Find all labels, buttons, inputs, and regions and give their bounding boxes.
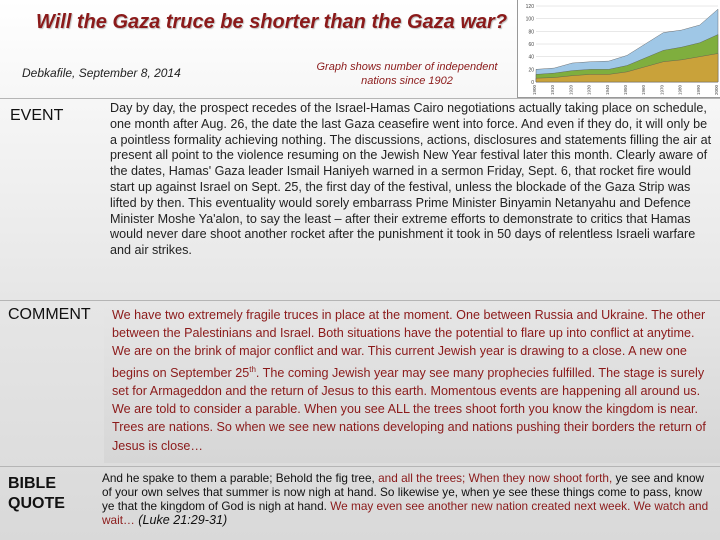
chart-x-tick-label: 1920 (568, 85, 574, 96)
comment-divider (0, 466, 720, 467)
event-divider (0, 300, 720, 301)
event-text: Day by day, the prospect recedes of the Israel-Hamas Cairo negotiations actually taking place on schedule, one month after Aug. 26, the date the last Gaza ceasefire went into force. And even if they do, it will only be a pointless formality achieving nothing. The discussions, actions, disclosures and statements filling the air at present all point to the violence resuming on the Jewish New Year festival later this month. Clearly aware of the dates, Hamas' Gaza leader Ismail Haniyeh warned in a sermon Friday, Sept. 6, that rocket fire would start up against Israel on Sept. 25, the first day of the festival, unless the blockade of the Gaza Strip was lifted by then. This eventuality would sorely embarrass Prime Minister Binyamin Netanyahu and Defence Minister Moshe Ya'alon, to say the least – after their extreme efforts to demonstrate to critics that Hamas would never dare shoot another rocket after the punishment it took in 50 days of relentless Israeli warfare and air strikes. (110, 101, 712, 258)
chart-caption: Graph shows number of independent nations since 1902 (316, 61, 498, 87)
nations-chart (517, 0, 720, 98)
bible-label (8, 474, 65, 514)
chart-x-tick-label: 1960 (641, 85, 647, 96)
byline: Debkafile, September 8, 2014 (22, 66, 181, 80)
bible-part4: We may even see another new nation created next week. We watch and wait… (102, 499, 709, 527)
chart-y-tick-label: 20 (528, 67, 534, 74)
chart-x-tick-label: 1930 (586, 85, 592, 96)
nations-chart-svg (518, 0, 720, 97)
bible-label-line1: BIBLE (8, 475, 56, 492)
chart-x-tick-label: 1950 (623, 85, 628, 96)
chart-y-tick-label: 80 (528, 29, 534, 36)
comment-text-a: We have two extremely fragile truces in place at the moment. One between Russia and Ukraine. The other between the Palestinians and Israel. Both situations have the potential to flare up into conflict at anytime. We are on the brink of major conflict and war. This current Jewish year is drawing to a close. A new one begins on September 25 (112, 308, 706, 380)
chart-x-tick-label: 1900 (532, 85, 537, 96)
event-label: EVENT (10, 107, 64, 124)
chart-y-tick-label: 40 (528, 54, 534, 61)
comment-superscript: th (249, 364, 256, 374)
bible-quote (102, 471, 714, 527)
chart-x-tick-label: 1940 (604, 85, 610, 96)
header-divider (0, 98, 720, 99)
chart-x-tick-label: 1910 (550, 85, 556, 96)
chart-x-tick-label: 1980 (677, 85, 683, 96)
chart-y-tick-label: 100 (525, 16, 534, 23)
bible-reference: (Luke 21:29-31) (134, 513, 228, 527)
chart-y-tick-label: 120 (525, 4, 534, 10)
comment-text (112, 306, 708, 455)
slide-title: Will the Gaza truce be shorter than the Gaza war? (36, 11, 508, 33)
chart-x-tick-label: 1970 (659, 85, 665, 96)
bible-part1: And he spake to them a parable; Behold the fig tree, (102, 471, 379, 485)
bible-label-line2: QUOTE (8, 495, 65, 512)
chart-x-tick-label: 2000 (714, 85, 719, 96)
bible-part3: ye see and know of your own selves that summer is now nigh at hand. So likewise ye, when ye see these things come to pass, know ye that the kingdom of God is nigh at hand. (102, 471, 705, 513)
chart-y-tick-label: 0 (531, 80, 534, 86)
chart-x-tick-label: 1990 (695, 85, 701, 96)
comment-label: COMMENT (8, 306, 91, 323)
comment-text-b: . The coming Jewish year may see many prophecies fulfilled. The stage is surely set for Armageddon and the return of Jesus to this earth. Momentous events are happening all around us. We are told to consider a parable. When you see ALL the trees shoot forth you know the kingdom is near. Trees are nations. So when we see new nations developing and nations pushing their borders the return of Jesus is close… (112, 365, 706, 453)
bible-part2: and all the trees; When they now shoot forth, (378, 471, 613, 485)
chart-y-tick-label: 60 (528, 42, 534, 48)
